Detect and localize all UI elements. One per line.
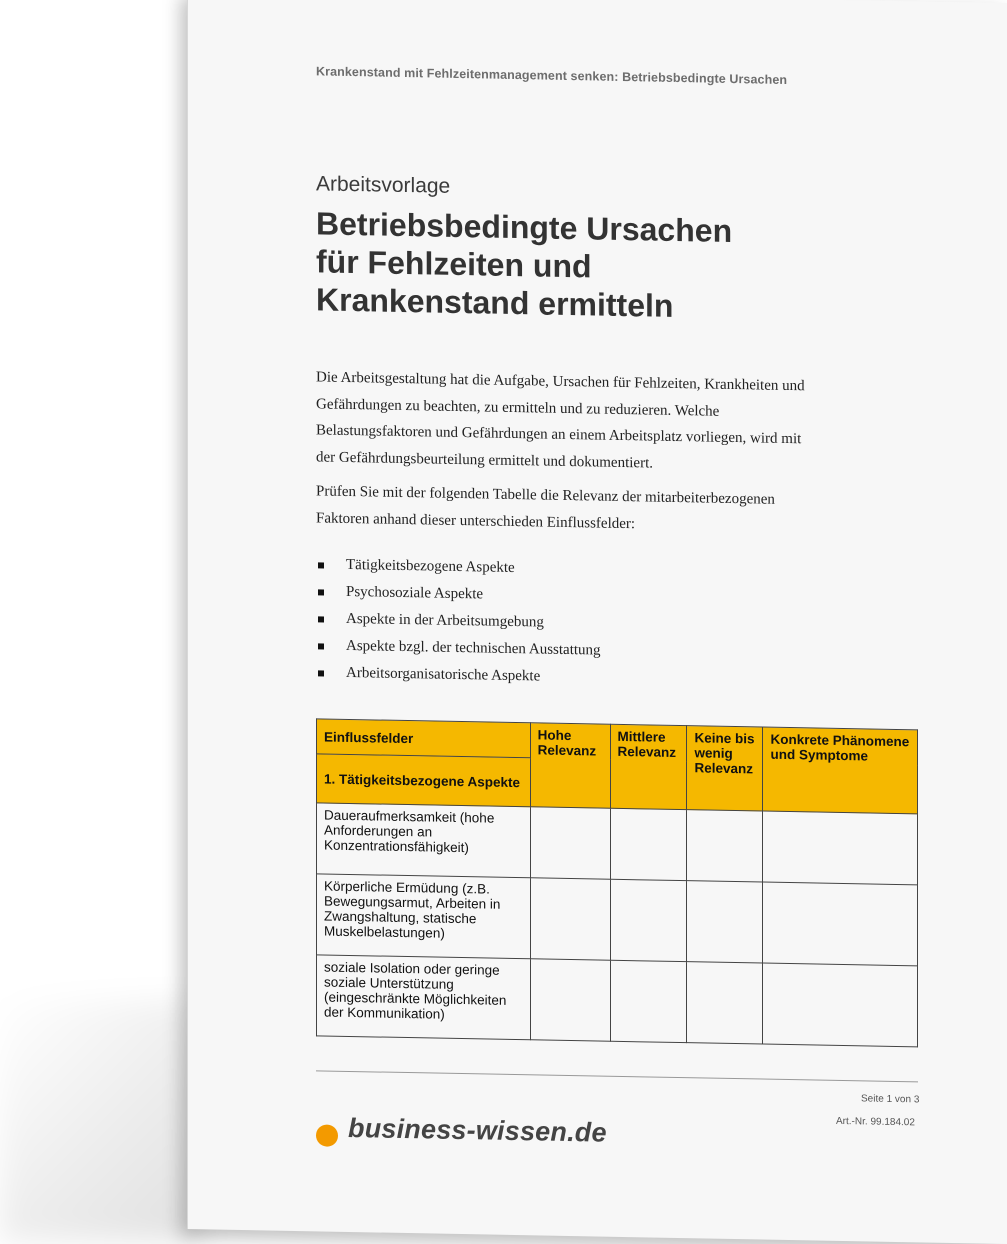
table-cell	[763, 963, 918, 1047]
document-title	[316, 204, 836, 328]
row-label: soziale Isolation oder geringe soziale Unterstützung (eingeschränkte Möglichkeiten der Kommunikation)	[317, 955, 531, 1040]
document-page	[187, 0, 1007, 1244]
page-content	[316, 0, 996, 1148]
col-header-hohe: Hohe Relevanz	[530, 723, 610, 808]
table-cell	[687, 881, 763, 963]
table-cell	[530, 807, 610, 879]
logo-dot-icon	[316, 1124, 338, 1146]
bullet-square-icon	[318, 589, 324, 595]
footer-divider	[316, 1070, 918, 1082]
brand-logo: business-wissen.de	[348, 1112, 607, 1148]
bullet-item	[316, 664, 601, 696]
page-shadow	[0, 1000, 200, 1241]
bullet-list	[316, 556, 601, 696]
bullet-square-icon	[318, 670, 324, 676]
table-cell	[687, 962, 763, 1044]
title-line: Krankenstand ermitteln	[316, 281, 674, 324]
bullet-text: Psychosoziale Aspekte	[346, 583, 484, 603]
table-cell	[763, 882, 918, 966]
bullet-square-icon	[318, 616, 324, 622]
section-header: 1. Tätigkeitsbezogene Aspekte	[317, 754, 531, 807]
table-cell	[610, 879, 687, 961]
table-cell	[687, 810, 763, 882]
table-row	[317, 955, 918, 1047]
document-kicker: Arbeitsvorlage	[316, 172, 451, 198]
intro-paragraph: Prüfen Sie mit der folgenden Tabelle die Relevanz der mitarbeiterbezogenen Faktoren anhand dieser unterschieden Einflussfelder:	[316, 483, 775, 532]
bullet-text: Arbeitsorganisatorische Aspekte	[346, 664, 541, 685]
table-row	[317, 874, 918, 966]
table-cell	[763, 811, 918, 885]
relevance-table	[316, 718, 918, 1047]
bullet-text: Tätigkeitsbezogene Aspekte	[346, 556, 515, 577]
page-number: Seite 1 von 3	[861, 1093, 920, 1106]
table-cell	[530, 878, 610, 960]
col-header-phaenomene: Konkrete Phänomene und Symptome	[763, 727, 918, 814]
bullet-text: Aspekte in der Arbeitsumgebung	[346, 610, 544, 631]
article-number: Art.-Nr. 99.184.02	[836, 1115, 915, 1129]
col-header-einflussfelder: Einflussfelder	[317, 719, 531, 758]
bullet-square-icon	[318, 643, 324, 649]
row-label: Körperliche Ermüdung (z.B. Bewegungsarmut, Arbeiten in Zwangshaltung, statische Muskelbelastungen)	[317, 874, 531, 959]
table-row	[317, 803, 918, 885]
title-line: für Fehlzeiten und	[316, 243, 592, 285]
intro-paragraph: Die Arbeitsgestaltung hat die Aufgabe, Ursachen für Fehlzeiten, Krankheiten und Gefährdungen zu beachten, zu ermitteln und zu reduzieren. Welche Belastungsfaktoren und Gefährdungen an einem Arbeitsplatz vorliegen, wird mit der Gefährdungsbeurteilung ermittelt und dokumentiert.	[316, 369, 805, 472]
running-header: Krankenstand mit Fehlzeitenmanagement senken: Betriebsbedingte Ursachen	[316, 64, 788, 87]
table-cell	[610, 808, 687, 880]
col-header-keine: Keine bis wenig Relevanz	[687, 726, 763, 811]
bullet-square-icon	[318, 562, 324, 568]
col-header-mittlere: Mittlere Relevanz	[610, 724, 687, 809]
table-cell	[610, 960, 687, 1042]
intro-text	[316, 364, 806, 548]
row-label: Daueraufmerksamkeit (hohe Anforderungen an Konzentrationsfähigkeit)	[317, 803, 531, 878]
table-cell	[530, 959, 610, 1041]
bullet-text: Aspekte bzgl. der technischen Ausstattung	[346, 637, 601, 659]
title-line: Betriebsbedingte Ursachen	[316, 205, 733, 249]
